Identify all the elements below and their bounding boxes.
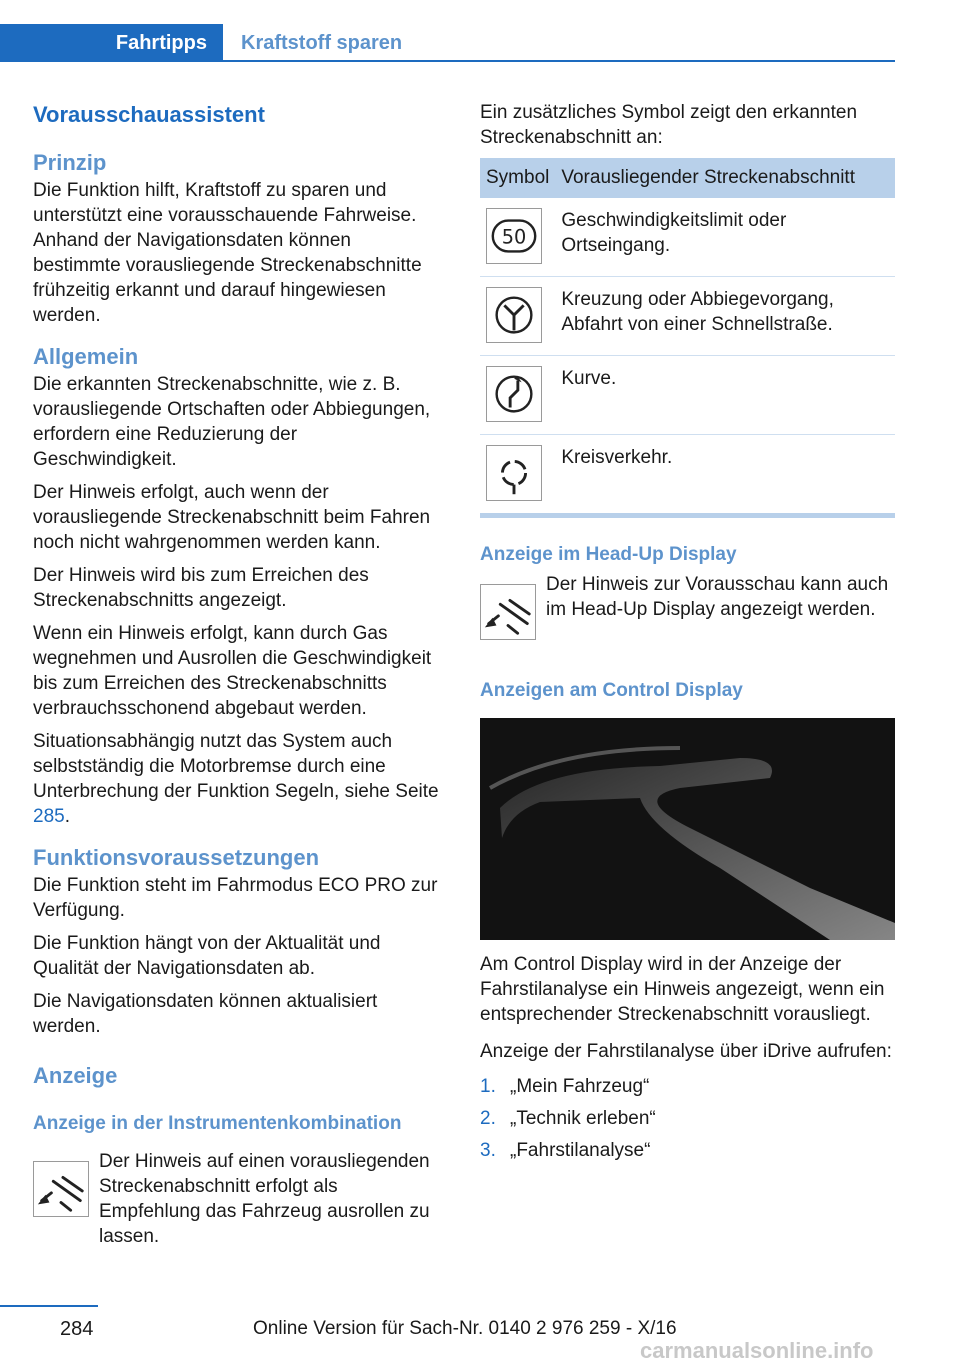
header-divider <box>223 60 895 62</box>
junction-icon <box>486 287 542 343</box>
row-text-junction: Kreuzung oder Abbiegevorgang, Abfahrt von einer Schnellstraße. <box>555 277 895 356</box>
table-end-bar <box>480 513 895 518</box>
right-column <box>480 100 895 1163</box>
voraussetzungen-p3: Die Navigationsdaten können aktualisiert werden. <box>33 991 378 1037</box>
roundabout-icon <box>486 445 542 501</box>
voraussetzungen-p1: Die Funktion steht im Fahrmodus ECO PRO zur Verfügung. <box>33 875 438 921</box>
col-header-symbol: Symbol <box>480 158 555 198</box>
heading-anzeige: Anzeige <box>33 1063 118 1088</box>
coasting-hint-icon <box>480 584 536 640</box>
table-intro: Ein zusätzliches Symbol zeigt den erkannten Streckenabschnitt an: <box>480 102 858 148</box>
table-row <box>480 277 895 356</box>
table-row <box>480 435 895 514</box>
col-header-section: Vorausliegender Streckenabschnitt <box>555 158 895 198</box>
control-p2: Anzeige der Fahrstilanalyse über iDrive aufrufen: <box>480 1041 892 1062</box>
step-number: 1. <box>480 1076 496 1097</box>
allgemein-p5-suffix: . <box>64 806 70 827</box>
allgemein-p5 <box>33 729 443 829</box>
table-row <box>480 198 895 277</box>
heading-control-display: Anzeigen am Control Display <box>480 680 743 701</box>
hint-instrument <box>33 1149 443 1249</box>
hint-instrument-text: Der Hinweis auf einen vorausliegenden Streckenabschnitt erfolgt als Empfehlung das Fahrzeug ausrollen zu lassen. <box>99 1151 430 1247</box>
speed-limit-value: 50 <box>501 225 527 249</box>
heading-prinzip: Prinzip <box>33 150 107 175</box>
step-text: „Mein Fahrzeug“ <box>510 1076 650 1097</box>
heading-allgemein: Allgemein <box>33 344 139 369</box>
voraussetzungen-p2: Die Funktion hängt von der Aktualität und Qualität der Navigationsdaten ab. <box>33 933 381 979</box>
control-display-road-image <box>480 718 895 940</box>
allgemein-p2: Der Hinweis erfolgt, auch wenn der vorausliegende Streckenabschnitt beim Fahren noch nicht wahrgenommen werden kann. <box>33 482 431 553</box>
table-row <box>480 356 895 435</box>
heading-hud: Anzeige im Head-Up Display <box>480 544 737 565</box>
step-number: 3. <box>480 1140 496 1161</box>
watermark: carmanualsonline.info <box>640 1338 874 1362</box>
heading-funktionsvoraussetzungen: Funktionsvoraussetzungen <box>33 845 320 870</box>
idrive-steps <box>480 1074 895 1163</box>
speed-limit-50-icon <box>486 208 542 264</box>
allgemein-p4: Wenn ein Hinweis erfolgt, kann durch Gas wegnehmen und Ausrollen die Geschwindigkeit bis zum Erreichen des Streckenabschnitts verbrauchsschonend abgebaut werden. <box>33 623 432 719</box>
list-item <box>480 1106 895 1131</box>
step-text: „Technik erleben“ <box>510 1108 656 1129</box>
row-text-speed: Geschwindigkeitslimit oder Ortseingang. <box>555 198 895 277</box>
prinzip-text: Die Funktion hilft, Kraftstoff zu sparen und unterstützt eine vorausschauende Fahrweise. Anhand der Navigationsdaten können bestimmte vorausliegende Streckenabschnitte frühzeitig erkannt und darauf hingewiesen werden. <box>33 180 422 326</box>
symbol-table <box>480 158 895 513</box>
row-text-roundabout: Kreisverkehr. <box>561 447 673 468</box>
tab-kraftstoff-sparen: Kraftstoff sparen <box>241 32 403 54</box>
allgemein-p1: Die erkannten Streckenabschnitte, wie z. B. vorausliegende Ortschaften oder Abbiegungen, erfordern eine Reduzierung der Geschwindigkeit. <box>33 374 431 470</box>
online-version-text: Online Version für Sach-Nr. 0140 2 976 259 - X/16 <box>253 1318 677 1339</box>
curve-icon <box>486 366 542 422</box>
left-column <box>33 100 443 1249</box>
hint-hud-text: Der Hinweis zur Vorausschau kann auch im Head-Up Display angezeigt werden. <box>546 574 889 620</box>
row-text-curve: Kurve. <box>555 356 895 435</box>
page-number: 284 <box>60 1318 94 1340</box>
allgemein-p3: Der Hinweis wird bis zum Erreichen des Streckenabschnitts angezeigt. <box>33 565 369 611</box>
step-number: 2. <box>480 1108 496 1129</box>
heading-instrumentenkombination: Anzeige in der Instrumentenkombination <box>33 1113 402 1134</box>
page-link-285[interactable]: 285 <box>33 806 65 827</box>
list-item <box>480 1074 895 1099</box>
control-p1: Am Control Display wird in der Anzeige der Fahrstilanalyse ein Hinweis angezeigt, wenn ein entsprechender Streckenabschnitt vorausliegt. <box>480 954 885 1025</box>
coasting-hint-icon <box>33 1161 89 1217</box>
list-item <box>480 1138 895 1163</box>
allgemein-p5-text: Situationsabhängig nutzt das System auch selbstständig die Motorbremse durch eine Unterbrechung der Funktion Segeln, siehe Seite <box>33 731 439 802</box>
hint-hud <box>480 572 895 652</box>
step-text: „Fahrstilanalyse“ <box>510 1140 651 1161</box>
section-title: Vorausschauassistent <box>33 102 265 127</box>
footer-divider <box>0 1305 98 1307</box>
tab-fahrtipps: Fahrtipps <box>0 24 223 62</box>
